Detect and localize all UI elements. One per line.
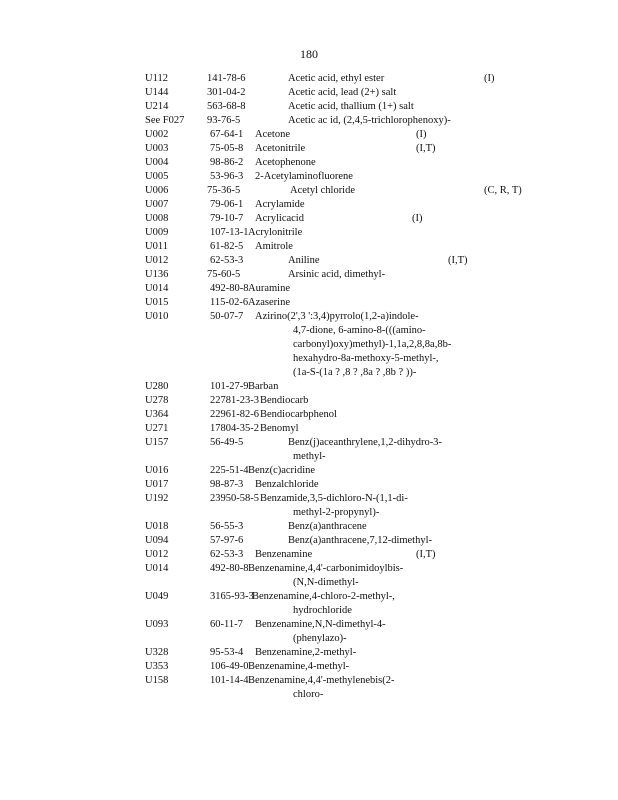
table-row-continuation xyxy=(0,632,618,646)
substance-name-continuation: (phenylazo)- xyxy=(293,633,347,644)
table-row xyxy=(0,562,618,576)
substance-name: Benzamide,3,5-dichloro-N-(1,1-di- xyxy=(260,493,408,504)
cas-number: 3165-93-3 xyxy=(210,591,254,602)
substance-name: Benzalchloride xyxy=(255,479,319,490)
table-row xyxy=(0,86,618,100)
substance-name: Benzenamine,2-methyl- xyxy=(255,647,357,658)
table-row xyxy=(0,282,618,296)
waste-code: U280 xyxy=(145,381,169,392)
waste-code: U012 xyxy=(145,255,169,266)
waste-code: U012 xyxy=(145,549,169,560)
cas-number: 492-80-8 xyxy=(210,283,249,294)
table-row xyxy=(0,240,618,254)
substance-name-continuation: hexahydro-8a-methoxy-5-methyl-, xyxy=(293,353,439,364)
substance-name: Aniline xyxy=(288,255,320,266)
table-row-continuation xyxy=(0,338,618,352)
substance-name-continuation: (1a-S-(1a ? ,8 ? ,8a ? ,8b ? ))- xyxy=(293,367,417,378)
cas-number: 75-05-8 xyxy=(210,143,244,154)
substance-name-continuation: hydrochloride xyxy=(293,605,352,616)
waste-code: U010 xyxy=(145,311,169,322)
cas-number: 62-53-3 xyxy=(210,255,244,266)
cas-number: 95-53-4 xyxy=(210,647,244,658)
cas-number: 563-68-8 xyxy=(207,101,246,112)
substance-name: Barban xyxy=(248,381,279,392)
substance-name-continuation: chloro- xyxy=(293,689,324,700)
substance-name: Azirino(2',3 ':3,4)pyrrolo(1,2-a)indole- xyxy=(255,311,419,322)
table-row xyxy=(0,394,618,408)
substance-name: Acetyl chloride xyxy=(290,185,356,196)
waste-code: U136 xyxy=(145,269,169,280)
table-row xyxy=(0,492,618,506)
substance-name: Benz(j)aceanthrylene,1,2-dihydro-3- xyxy=(288,437,442,448)
table-row-continuation xyxy=(0,604,618,618)
table-row xyxy=(0,646,618,660)
cas-number: 115-02-6 xyxy=(210,297,249,308)
waste-code: U018 xyxy=(145,521,169,532)
substance-name: Acetic acid, thallium (1+) salt xyxy=(288,101,414,112)
substance-name: Acetophenone xyxy=(255,157,316,168)
waste-code: U006 xyxy=(145,185,169,196)
cas-number: 22961-82-6 xyxy=(210,409,259,420)
cas-number: 62-53-3 xyxy=(210,549,244,560)
substance-name: Acetonitrile xyxy=(255,143,306,154)
waste-code: U008 xyxy=(145,213,169,224)
hazard-code: (C, R, T) xyxy=(484,185,522,196)
substance-name: Benz(a)anthracene xyxy=(288,521,367,532)
table-row xyxy=(0,310,618,324)
cas-number: 98-87-3 xyxy=(210,479,244,490)
cas-number: 98-86-2 xyxy=(210,157,244,168)
substance-name: Bendiocarb xyxy=(260,395,309,406)
cas-number: 107-13-1 xyxy=(210,227,249,238)
hazard-code: (I,T) xyxy=(448,255,468,266)
table-row xyxy=(0,534,618,548)
waste-code: U007 xyxy=(145,199,169,210)
table-row xyxy=(0,268,618,282)
substance-name-continuation: carbonyl)oxy)methyl)-1,1a,2,8,8a,8b- xyxy=(293,339,452,350)
cas-number: 61-82-5 xyxy=(210,241,244,252)
substance-name: Benzenamine,4,4'-methylenebis(2- xyxy=(248,675,395,686)
cas-number: 60-11-7 xyxy=(210,619,243,630)
table-row xyxy=(0,296,618,310)
cas-number: 101-14-4 xyxy=(210,675,249,686)
substance-name: Acetone xyxy=(255,129,290,140)
table-row-continuation xyxy=(0,506,618,520)
substance-name-continuation: methyl- xyxy=(293,451,326,462)
waste-code: U278 xyxy=(145,395,169,406)
table-row-continuation xyxy=(0,688,618,702)
substance-name: Benzenamine xyxy=(255,549,313,560)
table-row xyxy=(0,72,618,86)
table-row xyxy=(0,226,618,240)
table-row xyxy=(0,254,618,268)
waste-code: U011 xyxy=(145,241,168,252)
substance-name: Acetic acid, lead (2+) salt xyxy=(288,87,397,98)
substance-name: Azaserine xyxy=(248,297,290,308)
substance-name: Benz(c)acridine xyxy=(248,465,316,476)
table-row xyxy=(0,184,618,198)
table-row xyxy=(0,114,618,128)
waste-code: U014 xyxy=(145,283,169,294)
table-row xyxy=(0,212,618,226)
substance-name: Acrylicacid xyxy=(255,213,304,224)
substance-name: Acrylamide xyxy=(255,199,305,210)
table-row xyxy=(0,520,618,534)
table-row xyxy=(0,156,618,170)
waste-code: U271 xyxy=(145,423,169,434)
waste-code: U015 xyxy=(145,297,169,308)
table-row xyxy=(0,548,618,562)
substance-name: Benzenamine,N,N-dimethyl-4- xyxy=(255,619,386,630)
substance-name: Benz(a)anthracene,7,12-dimethyl- xyxy=(288,535,433,546)
waste-code: U009 xyxy=(145,227,169,238)
substance-name-continuation: methyl-2-propynyl)- xyxy=(293,507,380,518)
cas-number: 492-80-8 xyxy=(210,563,249,574)
waste-code: U353 xyxy=(145,661,169,672)
waste-code: U017 xyxy=(145,479,169,490)
waste-code: See F027 xyxy=(145,115,185,126)
cas-number: 141-78-6 xyxy=(207,73,246,84)
cas-number: 75-60-5 xyxy=(207,269,241,280)
waste-code: U144 xyxy=(145,87,169,98)
table-row xyxy=(0,618,618,632)
cas-number: 101-27-9 xyxy=(210,381,249,392)
cas-number: 301-04-2 xyxy=(207,87,246,98)
hazard-code: (I) xyxy=(416,129,427,140)
cas-number: 57-97-6 xyxy=(210,535,244,546)
table-row xyxy=(0,590,618,604)
substance-name: Amitrole xyxy=(255,241,293,252)
table-row xyxy=(0,436,618,450)
hazard-code: (I) xyxy=(484,73,495,84)
waste-code: U003 xyxy=(145,143,169,154)
table-row xyxy=(0,170,618,184)
waste-code: U094 xyxy=(145,535,169,546)
substance-name: Acetic ac id, (2,4,5-trichlorophenoxy)- xyxy=(288,115,451,126)
waste-code: U093 xyxy=(145,619,169,630)
table-row xyxy=(0,408,618,422)
waste-code: U328 xyxy=(145,647,169,658)
table-row xyxy=(0,478,618,492)
hazard-code: (I) xyxy=(412,213,423,224)
substance-name: Benomyl xyxy=(260,423,299,434)
substance-name: Acrylonitrile xyxy=(248,227,303,238)
substance-name: Benzenamine,4-chloro-2-methyl-, xyxy=(252,591,395,602)
hazard-code: (I,T) xyxy=(416,143,436,154)
table-row-continuation xyxy=(0,324,618,338)
table-row-continuation xyxy=(0,366,618,380)
cas-number: 225-51-4 xyxy=(210,465,249,476)
cas-number: 17804-35-2 xyxy=(210,423,259,434)
cas-number: 75-36-5 xyxy=(207,185,241,196)
substance-name: Auramine xyxy=(248,283,290,294)
waste-code: U214 xyxy=(145,101,169,112)
hazard-code: (I,T) xyxy=(416,549,436,560)
substance-name: Arsinic acid, dimethyl- xyxy=(288,269,386,280)
cas-number: 79-10-7 xyxy=(210,213,244,224)
waste-code: U364 xyxy=(145,409,169,420)
waste-code: U002 xyxy=(145,129,169,140)
table-row xyxy=(0,100,618,114)
cas-number: 50-07-7 xyxy=(210,311,244,322)
table-row xyxy=(0,380,618,394)
cas-number: 93-76-5 xyxy=(207,115,241,126)
waste-code: U049 xyxy=(145,591,169,602)
waste-code: U192 xyxy=(145,493,169,504)
waste-code: U014 xyxy=(145,563,169,574)
substance-name: Bendiocarbphenol xyxy=(260,409,337,420)
table-row xyxy=(0,422,618,436)
cas-number: 23950-58-5 xyxy=(210,493,259,504)
substance-name: Benzenamine,4,4'-carbonimidoylbis- xyxy=(248,563,404,574)
table-row xyxy=(0,128,618,142)
waste-code: U112 xyxy=(145,73,168,84)
page-number: 180 xyxy=(300,47,318,61)
waste-code: U016 xyxy=(145,465,169,476)
substance-name: 2-Acetylaminofluorene xyxy=(255,171,353,182)
table-row-continuation xyxy=(0,576,618,590)
cas-number: 67-64-1 xyxy=(210,129,244,140)
waste-code: U157 xyxy=(145,437,169,448)
waste-code: U005 xyxy=(145,171,169,182)
cas-number: 56-49-5 xyxy=(210,437,244,448)
waste-code: U004 xyxy=(145,157,169,168)
table-row-continuation xyxy=(0,450,618,464)
cas-number: 79-06-1 xyxy=(210,199,244,210)
entry-list xyxy=(0,72,618,702)
table-row-continuation xyxy=(0,352,618,366)
table-row xyxy=(0,464,618,478)
cas-number: 56-55-3 xyxy=(210,521,244,532)
table-row xyxy=(0,660,618,674)
table-row xyxy=(0,142,618,156)
table-row xyxy=(0,198,618,212)
substance-name-continuation: 4,7-dione, 6-amino-8-(((amino- xyxy=(293,325,426,336)
cas-number: 22781-23-3 xyxy=(210,395,259,406)
cas-number: 53-96-3 xyxy=(210,171,244,182)
table-row xyxy=(0,674,618,688)
cas-number: 106-49-0 xyxy=(210,661,249,672)
substance-name: Acetic acid, ethyl ester xyxy=(288,73,385,84)
substance-name: Benzenamine,4-methyl- xyxy=(248,661,350,672)
waste-code: U158 xyxy=(145,675,169,686)
substance-name-continuation: (N,N-dimethyl- xyxy=(293,577,359,588)
